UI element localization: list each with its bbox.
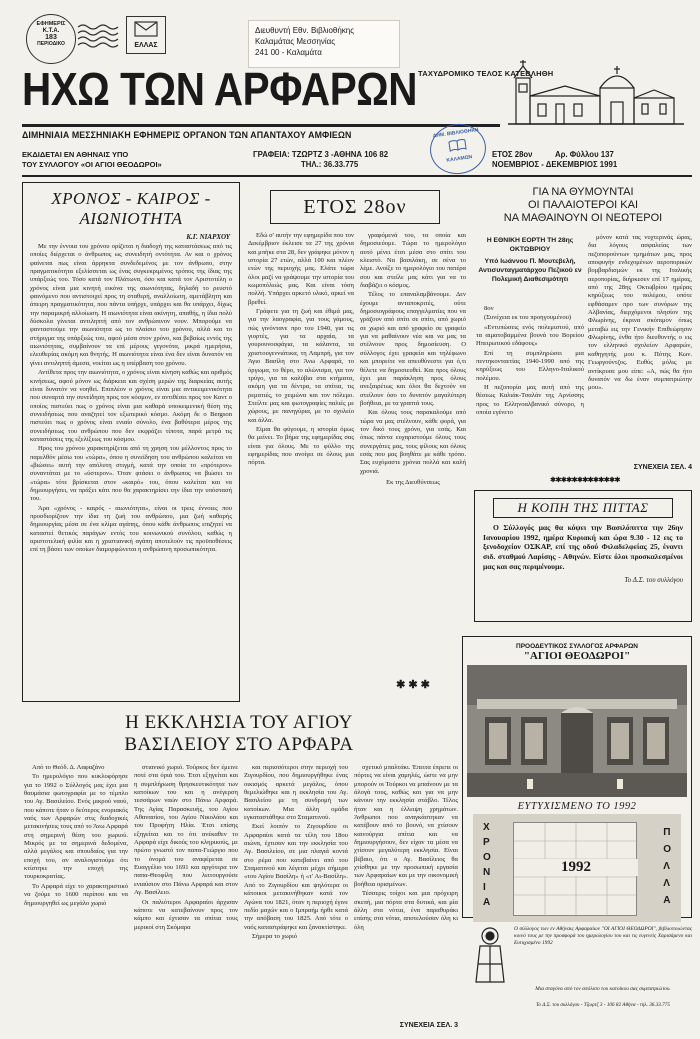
article-time-box (22, 182, 240, 702)
church-col-3 (244, 764, 348, 1032)
calendar-caption: Ο σύλλογος των εν Αθήναις Αρφαραίων "ΟΙ ΑΓΙΟΙ ΘΕΟΔΩΡΟΙ", βιβλιοποιώντας κοινό τους με την προσφορά του ημερολογίου του και τις ευγενείς Χαρισάμενο και Ευτυχισμένο 1992 (514, 926, 692, 946)
year-article-title: ΕΤΟΣ 28ον (303, 196, 407, 218)
postmark-label: ΕΛΛΑΣ (134, 42, 158, 49)
memory-lead-title: Η ΕΘΝΙΚΗ ΕΟΡΤΗ ΤΗ 28ης ΟΚΤΩΒΡΙΟΥ (486, 237, 574, 253)
calendar-grid (473, 814, 681, 922)
year: ΕΤΟΣ 28ον (492, 150, 533, 159)
church-byline: Από το Θεόδ. Δ. Λαφαζάνο (32, 764, 105, 771)
publisher-line-1: ΕΚΔΙΔΕΤΑΙ ΕΝ ΑΘΗΝΑΙΣ ΥΠΟ (22, 150, 129, 159)
calendar-greeting: ΕΥΤΥΧΙΣΜΕΝΟ ΤΟ 1992 (517, 801, 637, 812)
pitta-body: Ο Σύλλογός μας θα κόψει την Βασιλόπιττα την 26ην Ιανουαρίου 1992, ημέρα Κυριακή και ώρα 9.30 - 12 εις το ξενοδοχείον ΟΣΚΑΡ, επί της οδού Φιλαδελφείας 25, έναντι σιδ. σταθμού Λαρίσης - Αθηνών. Είστε όλοι προσκαλεσμένοι μας και σας περιμένουμε. (483, 523, 683, 571)
book-icon (447, 137, 469, 154)
memory-col-2 (588, 234, 692, 464)
memory-paragraph: μόνον κατά τας νυχτερινάς ώρας, δια λόγους ασφαλείας των πεζοπορούντων τμημάτων μας, προς αποφυγήν ενδεχομένων αεροπορικών βομβαρδισμών εκ της Ιταλικής αεροπορίας, διήρκεσεν επί 17 ημέρας, από της 28ης Οκτωβρίου ημέρας κηρύξεως του πολέμου, οπότε εφθάσαμεν προ των συνόρων της Αλβανίας, διερχόμενοι πλησίον της Φλωρίνης, έκρινα σκόπιμον όπως μεταβώ εις την Γενικήν Επιθεώρησιν Φλωρίνης, ένθα ήτο διευθυντής ο εις τον ελληνικό σχολείον Αρφαρών, καθηγητής μου κ. Πότης Κων. Γεωργούντζος. Ευθύς μόλις με αντίκρυσε μου είπε: «Α, πώς θα ήτο δυνατόν να δω έναν συμπατριώτην μου». (588, 234, 692, 392)
year-article-paragraph: Τέλος το επαναλαμβάνουμε. Δεν έχουμε ανταποκριτές, ούτε δημοσιογράφους επαγγελματίες που να γράζουν από σπίτι σε σπίτι, από χωριό σε χωριό και από γραφείο σε γραφείο για να μαθαίνουν νέα και να μας τα στέλνουν προς δημοσίευση. Ο σύλλογος έχει γραφεία και τηλέφωνο και μπορείτε να απευθύνεστε για ό,τι θέλετε να δημοσιευθεί. Και προς όλους έχει μια παράκληση προς όλους ανεξαιρέτως και όλοι θα δεχτούν να στείλουν όσο το δυνατόν μαγαλύτερη βοήθεια, με τα γραπτά τους. (360, 291, 466, 407)
calendar-org: ΠΡΟΟΔΕΥΤΙΚΟΣ ΣΥΛΛΟΓΟΣ ΑΡΦΑΡΩΝ (516, 643, 638, 650)
memory-paragraph: Επί τη συμπληρώσει μια πεντηκονταετίας 1940-1990 από της κηρύξεως του Ελληνο-Ιταλικού πολέμου. (476, 349, 584, 382)
year-article-paragraph: Είμαι θα φύγουμε, η ιστορία όμως θα μείνει. Το βήμα της εφημερίδας σας είναι για όλους. Με το φύλλο της εφημερίδας που ανοίγει σε όλους μια πόρτα. (248, 425, 354, 467)
memory-paragraph: (Συνέχεια εκ του προηγουμένου) (484, 314, 572, 322)
year-article-paragraph: Γράφετε για τη ζωή και έθιμά μας, για την λαογραφία, για τους γάμους, πώς γινόντανε προ του 1940, για τις γιορτές, για τα αρχαία, τα γουρουνοσφάγια, τα κάλαντα, τα χριστουγεννιάτικα, τη Λαμπρή, για τον Άγιο Βασίλη στο Άνω Αρφαρά, το όργωμα, το θέρο, το αλώνισμα, για τον τρύγο, για τα καλύβια στα κτήματα, ακόμη για τα δέντρα, τα σπίτια, τις ρεματιές, το χειμώνα και τον πόλεμο. Στείλτε μας και φωτογραφίες παλιές με χώρους, με πανηγύρια, με το σχολείο και άλλα. (248, 308, 354, 424)
library-stamp (427, 120, 489, 177)
iconostasis-photo (467, 665, 687, 797)
issue-number: Αρ. Φύλλου 137 (555, 150, 614, 159)
header-bottom-rule (22, 175, 692, 177)
church-paragraph: Το Αρφαρά είχε το χαρακτηριστικό να ζούμε το 1600 περίπου και να δημιουργηθεί ως μεγάλο χωριό (24, 882, 128, 907)
calendar-imprint: Το Δ.Σ. του συλλόγου - Τζωρτζ 3 - 106 82 Αθήνα - τηλ. 36.33.775 (536, 1002, 670, 1008)
church-paragraph: Σήμερα το χωριό (252, 932, 298, 940)
church-paragraph: Το ημερολόγιο που κυκλοφόρησε για το 1992 ο Σύλλογός μας έχει μια θαυμάσια φωτογραφία με το τέμπλο του Αγ. Βασιλείου. Ενός μικρού ναού, που κάποτε ήταν ο δεύτερος ενοριακός ναός των Αρφαρών στις διαδοχικές μετακινήσεις τους από το Άνω Αρφαρά στη σημερινή θέση του χωριού. Μικρός με τα σημερινά δεδομένα, αλλά μεγάλος και σπουδαίος για την εποχή του, αν αναλογιστούμε ότι κτίστηκε την εποχή της τουρκοκρατίας. (24, 773, 128, 881)
masthead-rule (22, 124, 500, 127)
postal-stamp (26, 14, 76, 64)
memory-col-1 (476, 305, 584, 473)
calendar-ad (462, 636, 692, 918)
masthead-title: ΗΧΩ ΤΩΝ ΑΡΦΑΡΩΝ (22, 63, 418, 115)
right-letter: Ο (663, 844, 671, 855)
left-letter: Α (483, 897, 491, 908)
issue-date: ΝΟΕΜΒΡΙΟΣ - ΔΕΚΕΜΒΡΙΟΣ 1991 (492, 160, 618, 169)
envelope-icon (133, 20, 159, 38)
phone: ΤΗΛ.: 36.33.775 (301, 160, 359, 169)
address-line-1: Διευθυντή Εθν. Βιβλιοθήκης (255, 26, 355, 35)
article-time-paragraph: Ηρος του χρόνου χαρακτηρίζεται από τη χρηση του μέλλοντος προς το παρελθόν μέσω του «τώρα», όπου η συνείδηση του ανθρώπου καλείται να «βιώσει» αυτή την απόλυτη στιγμή, κατά την οποία το «πρότερον» συναντάται με το «ύστερον». Όταν φτάσει ο άνθρωπος να βιώσει το «τώρα» τότε βρίσκεται στον «καιρό» του, όπου καλείται και να δημιουργήσει, να πράξει κάτι που θα χαρακτηρίσει την ίδια την υπόστασή του. (30, 445, 232, 503)
library-stamp-top: ΔΗΜ. ΒΙΒΛΙΟΘΗΚΗ (432, 126, 480, 140)
calendar-left-word (483, 820, 491, 910)
church-paragraph: Οι παλιότεροι Αρφαραίοι άρχισαν κάποτε να κατεβαίνουν προς τον κάμπο και έχτισαν τα σπίτια τους μερικοί στη Σκόμαρα (134, 898, 238, 931)
church-paragraph: Τέσσερις τοίχοι και μια πρόχειρη σκεπή, μια πόρτα στα δυτικά, και μία άλλη στα νότια, ένα παραθυράκι επίσης στα νότια, αποτελούσαν όλη κι όλη (354, 890, 458, 931)
postmark-box (126, 16, 166, 54)
church-col-1 (24, 764, 128, 1032)
year-article-paragraph: Και όλους τους παρακαλούμε από τώρα να μας στέλνουν, κάθε φορά, για τον δικό τους χρόνο, για εσάς. Και όπως πάντα ευχαριστούμε όλους τους συνεργάτες μας, τους φίλους και όλους εσάς που μας βοηθάτε με κάθε τρόπο. Σας ευχόμαστε χρόνια πολλά και καλή χρονιά. (360, 409, 466, 475)
memory-paragraph: Η πεζοπορία μας αυτή από της θέσεως Καλιάκ-Τσαλάν της Αρνίσσης προς το Ελληνοαλβανικό σύνορο, η οποία εγένετο (476, 384, 584, 417)
calendar-name: "ΑΓΙΟΙ ΘΕΟΔΩΡΟΙ" (523, 650, 631, 662)
memory-continued: ΣΥΝΕΧΕΙΑ ΣΕΛ. 4 (633, 464, 692, 471)
address-line-2: Καλαμάτας Μεσσηνίας (255, 37, 336, 46)
left-letter: Ρ (483, 837, 490, 848)
memory-stars: ✱✱✱✱✱✱✱✱✱✱✱✱✱ (550, 477, 620, 484)
church-paragraph: στιανικό χωριό. Τούρκος δεν έμεινε ποτέ στα όριά του. Έτσι εξηγείται και η συμπλήρωση θρησκευτικότητα των κατοίκων του και η ανέγερση τεσσάρων ναών στο Πάνω Αρφαρά. Της Αγίας Παρασκευής, του Αγίου Αθανασίου, του Αγίου Νικολάου και του Προφήτη Ηλία. Έτσι επίσης εξηγείται και το ότι ανέκαθεν το Αρφαρά είχε δικούς του κληρικούς, με πρώτο γνωστό τον παπα-Γεώργιο που το όνομά του αναφέρεται σε Ευαγγέλιο του 1691 και αργότερα τον παπα-Θεοφίλη που λειτουργούσε ενιαύσιον στο Πάνω Αρφαρά και στον Αγ. Βασίλειο. (134, 764, 238, 897)
year-article-col-2 (360, 232, 466, 664)
saints-emblem (470, 924, 510, 988)
article-time-title-1: ΧΡΟΝΟΣ - ΚΑΙΡΟΣ - (51, 189, 211, 208)
church-col-4 (354, 764, 458, 1020)
memory-paragraph: «Εντυπώσεις ενός πολεμιστού, από τα αιματοβαμμένα βουνά του Βορείου Ηπειρωτικού εδάφους» (476, 323, 584, 348)
address-label (248, 20, 400, 68)
church-paragraph: σχετικό μπαλτάκι. Έπειτα έπρεπε οι πόρτες να είναι χαμηλές, ώστε να μην μπορούν οι Τούρκοι να μπαίνουν με τα άλογά τους, καθώς και για να μην κάνουν την εκκλησία στάβλο. Τέλος ήταν και η έλλειψη χρημάτων. Άνθρωποι που αναγκάστηκαν να κατέβουν από το βουνό, να χτίσουν καινούργια σπίτια και να δημιουργήσουν, δεν είχαν τα μέσα να χτίσουν μεγαλύτερη εκκλησία. Είναι βέβαιο, ότι ο Αγ. Βασίλειος θα χτίσθηκε με την προσωπική εργασία των Αρφαραίων και με την οικονομική βοήθεια ορισμένων. (354, 764, 458, 888)
memory-title-2: ΟΙ ΠΑΛΑΙΟΤΕΡΟΙ ΚΑΙ (527, 199, 639, 211)
church-illustration (508, 58, 684, 128)
calendar-note: Μια σταγόνα από τον απόλυτο του κατοίκου σας συμπατριώτου. (535, 986, 671, 992)
church-title-1: Η ΕΚΚΛΗΣΙΑ ΤΟΥ ΑΓΙΟΥ (125, 712, 353, 733)
year-article-signature: Εκ της Διευθύνσεως (386, 478, 440, 486)
right-letter: Π (663, 827, 671, 838)
calendar-right-word (663, 824, 671, 909)
article-time-author: Κ.Γ. ΝΙΑΡΧΟΥ (186, 233, 230, 241)
left-letter: Ι (483, 882, 486, 893)
left-letter: Ν (483, 867, 491, 878)
memory-lead-author: Υπό Ιωάννου Π. Μουτεβελή, Αντισυνταγματάρχου Πεζικού εν Πολεμική Διαθεσιμότητι (478, 258, 582, 283)
pitta-signature: Το Δ.Σ. του συλλόγου (624, 575, 683, 584)
article-time-paragraph: Αντίθετα προς την αιωνιότητα, ο χρόνος είναι κίνηση καθώς και αριθμός κινήσεως, αφού μόνον ως διάρκεια και σχέση μερών της διαρκείας αυτής είναι δυνατόν να νοηθεί. Επιπλέον ο χρόνος είναι μια αντικειμενικότητα που συναρτά την συνείδηση προς τον κόσμον, εν αντιθέσει προς τον Καντ ο οποίος πιστεύει πως ο χρόνος είναι μια καθαρά υποκειμενική θέση της συνειδήσεως που αναζητεί τον εξωτερικό κόσμο. Ακόμη δε ο Bergson πιστεύει πως ο χρόνος είναι ενιαίο σύνολο, ένα βαθύτερα μέρος της συνειδήσεως του ανθρώπου που δεν εκφράζει τίποτα, παρά μετρά τις καταστάσεις της εξελίξεως του κόσμου. (30, 369, 232, 443)
pitta-box (474, 490, 692, 622)
year-article-paragraph: Εδώ σ' αυτήν την εφημερίδα που τον Δεκέμβριον έκλεισε τα 27 της χρόνια και μπήκε στα 28, δεν γράφηκε μόνον η ιστορία 27 ετών, αλλά 100 και πλέον ετών της περιοχής μας. Ελάτε τώρα όλοι μαζί να γράψουμε την ιστορία του κωμοπόλεώς μας. Και είναι τόση πολλή. Υπάρχει αρκετό υλικό, αρκεί να βρεθεί. (248, 232, 354, 306)
church-col-2 (134, 764, 238, 1032)
stamp-number: 183 (45, 34, 57, 41)
year-article-col-1 (248, 232, 354, 692)
church-continued: ΣΥΝΕΧΕΙΑ ΣΕΛ. 3 (399, 1022, 458, 1029)
year-title-box (270, 190, 440, 224)
address-line-3: 241 00 - Καλαμάτα (255, 48, 322, 57)
pitta-title-box (493, 498, 673, 518)
right-letter: Λ (663, 878, 670, 889)
left-letter: Ο (483, 852, 491, 863)
church-title-2: ΒΑΣΙΛΕΙΟΥ ΣΤΟ ΑΡΦΑΡΑ (124, 734, 354, 755)
stamp-bottom: ΠΕΡΙΟΔΙΚΟ (37, 41, 65, 47)
memory-title-3: ΝΑ ΜΑΘΑΙΝΟΥΝ ΟΙ ΝΕΩΤΕΡΟΙ (503, 212, 663, 224)
article-time-title-2: ΑΙΩΝΙΟΤΗΤΑ (79, 209, 183, 228)
memory-title-1: ΓΙΑ ΝΑ ΘΥΜΟΥΝΤΑΙ (532, 186, 634, 198)
memory-paragraph: 8ον (484, 305, 494, 312)
pitta-title: Η ΚΟΠΗ ΤΗΣ ΠΙΤΤΑΣ (517, 500, 649, 515)
publisher-line-2: ΤΟΥ ΣΥΛΛΟΓΟΥ «ΟΙ ΑΓΙΟΙ ΘΕΟΔΩΡΟΙ» (22, 160, 162, 169)
library-stamp-bottom: ΚΑΛΑΜΩΝ (446, 154, 473, 164)
year-article-paragraph: γραφόμενά του, τα οποία και δημοσιεύομε. Τώρα το ημερολόγιο αυτό μένει έτσι μέσα στο σπίτι του κλειστό. Να βασιλάκη, σε σένα το λέμε. Ανοίξε το ημερολόγιο του πατέρα σου και στείλε μας κάτι για να το διαβάζει ο κόσμος. (360, 232, 466, 290)
right-letter: Α (663, 895, 671, 906)
postage-paid: ΤΑΧΥΔΡΟΜΙΚΟ ΤΕΛΟΣ ΚΑΤΕΒΛΗΘΗ (418, 69, 554, 78)
right-letter: Λ (663, 861, 670, 872)
calendar-center (513, 822, 637, 916)
year-article-ornament: ✱ ✱ ✱ (396, 679, 430, 691)
article-time-paragraph: Άρα «χρόνος - καιρός - αιωνιότητα», είναι οι τρεις έννοιες που προσδιορίζουν την ίδια τη ζωή του ανθρώπου, μια ζωή καθαρής δημιουργίας μέσα σε ένα κλίμα αγάπης, όπου κάθε άνθρωπος επιζητεί να καταστεί θετικός παράγων εντός του κοινωνικού συνόλου, καθώς η αριστοτελική φιλία και η χριστιανική αγάπη αποτελούν τις προϋποθέσεις επί τη βάσει των οποίων διαμορφώνεται η ανθρώπινη προσωπικότητα. (30, 504, 232, 554)
article-time-body (30, 243, 232, 691)
church-paragraph: Εκεί λοιπόν το Ζιγουρδίου οι Αρφαραίοι κατά τα τέλη του 18ου αιώνα, έχτισαν και την εκκλησία του Αγ. Βασιλείου, σε μια πλαγιά κοντά στο ρέμα που κατεβαίνει από του Σταματινού και λέγεται μέχρι σήμερα «του Αγίου Βασίλη» ή «τ' Αι-Βασίλη». Από το Ζιγουρδίου και ψηλότερα οι κάτοικοι μετακινήθηκαν κατά τον Αγώνα του 1821, όταν η περιοχή έγινε πεδίο μαχών και ο Ιμπραήμ ήρθε κατά την απόβαση του 1825. Από τότε ο ναός καταστράφηκε και ξανακτίστηκε. (244, 823, 348, 931)
stamp-middle: Κ.Τ.Α. (42, 28, 60, 34)
offices: ΓΡΑΦΕΙΑ: ΤΖΩΡΤΖ 3 -ΑΘΗΝΑ 106 82 (253, 150, 389, 159)
left-letter: Χ (483, 822, 490, 833)
postmark-lines (76, 22, 122, 52)
church-paragraph: και περισσότεροι στην περιοχή του Ζιγουρδίου, που δημιουργήθηκε ένας οικισμός αρκετά μεγάλος, όπου θεμελιώθηκε και η εκκλησία του Αγ. Βασιλείου με τη συνδρομή των κατοίκων. Μια άλλη ομάδα εγκαταστάθηκε στο Σταματινού. (244, 764, 348, 822)
calendar-year: 1992 (514, 859, 638, 876)
stamp-top: ΕΦΗΜΕΡΙΣ (36, 21, 66, 27)
masthead-subtitle: ΔΙΜΗΝΙΑΙΑ ΜΕΣΣΗΝΙΑΚΗ ΕΦΗΜΕΡΙΣ ΟΡΓΑΝΟΝ ΤΩΝ ΑΠΑΝΤΑΧΟΥ ΑΜΦΙΕΩΝ (22, 130, 352, 140)
article-time-paragraph: Με την έννοια του χρόνου ορίζεται η διαδοχή της καταστάσεως από τις οποίες διέρχεται ο άνθρωπος ως συνειδητή οντότητα. Αν και ο χρόνος φαίνεται πως είναι άρρηκτα συνδεδεμένος με τον άνθρωπο, στην πραγματικότητα εξελίσσεται ως ένας συγκεκριμένος τρόπος της ίδιας της υπάρξεώς του. Τόσο κατά τον Πλάτωνα, όσο και κατά τον Αριστοτέλη ο χρόνος είναι μια κινητή εικόνα της αιωνιότητας, δηλαδή το ρευστό φαινόμενο που αντιστοιχεί προς τη σταθερή, αναλλοίωτη, αμετάβλητη και άπειρη πραγματικότητα, που πάντα υπήρχε, υπάρχει και θα υπάρχει, δίχως την παραμικρή αλλοίωση. Η αιωνιότητα είναι ακίνητη, απαθής, η ίδια πολύ δύσκολα γίνεται αντιληπτή από τον ανθρώπινον νουν. Μπορούμε να φανταστούμε την αιωνιότητα ως το πλαίσιο του χρόνου, αλλά και το στήριγμα της υπάρξεώς του, αφού μέσα στον χρόνο, και βεβαίως εντός της αιωνιότητας, συμβαίνουν τα επί μέρους γεγονότα, μικρά ημερήσια, ελευθερίας ακόμη και θνητής. Η αιωνιότητα είναι ένα δεν είναι δυνατόν να γίνει αντιληπτή άμεσα, νοείται ως η υπέρβαση του χρόνου. (30, 243, 232, 367)
